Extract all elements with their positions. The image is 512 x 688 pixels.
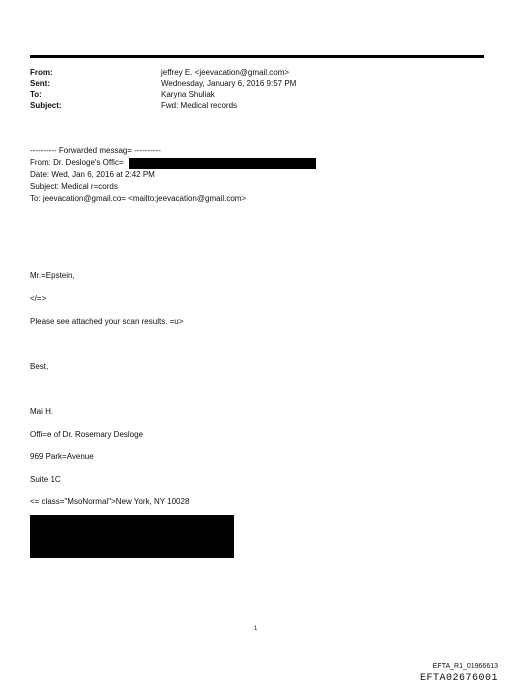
- to-label: To:: [30, 90, 42, 99]
- top-rule: [30, 55, 484, 58]
- from-label: From:: [30, 68, 53, 77]
- signature-city: <= class="MsoNormal">New York, NY 10028: [30, 497, 190, 506]
- signature-office: Offi=e of Dr. Rosemary Desloge: [30, 430, 144, 439]
- forwarded-from: From: Dr. Desloge's Offic=: [30, 158, 124, 167]
- forwarded-subject: Subject: Medical r=cords: [30, 182, 118, 191]
- subject-label: Subject:: [30, 101, 62, 110]
- redaction-block: [30, 515, 234, 558]
- forwarded-divider: ---------- Forwarded messag= ----------: [30, 146, 161, 155]
- bates-number-small: EFTA_R1_01966613: [432, 663, 498, 670]
- from-value: jeffrey E. <jeevacation@gmail.com>: [161, 68, 290, 77]
- signature-suite: Suite 1C: [30, 475, 61, 484]
- bates-number-large: EFTA02676001: [419, 673, 498, 684]
- tag-line: </=>: [30, 294, 47, 303]
- signature-street: 969 Park=Avenue: [30, 452, 94, 461]
- greeting: Mr.=Epstein,: [30, 271, 75, 280]
- signoff: Best,: [30, 362, 49, 371]
- message: Please see attached your scan results. =u>: [30, 317, 184, 326]
- sent-label: Sent:: [30, 79, 50, 88]
- forwarded-date: Date: Wed, Jan 6, 2016 at 2:42 PM: [30, 170, 155, 179]
- page-number: 1: [254, 626, 258, 632]
- signature-name: Mai H.: [30, 407, 54, 416]
- redaction-bar: [129, 158, 316, 169]
- subject-value: Fwd: Medical records: [161, 101, 238, 110]
- forwarded-to: To: jeevacation@gmail.co= <mailto:jeevacation@gmail.com>: [30, 194, 247, 203]
- sent-value: Wednesday, January 6, 2016 9:57 PM: [161, 79, 297, 88]
- to-value: Karyna Shuliak: [161, 90, 215, 99]
